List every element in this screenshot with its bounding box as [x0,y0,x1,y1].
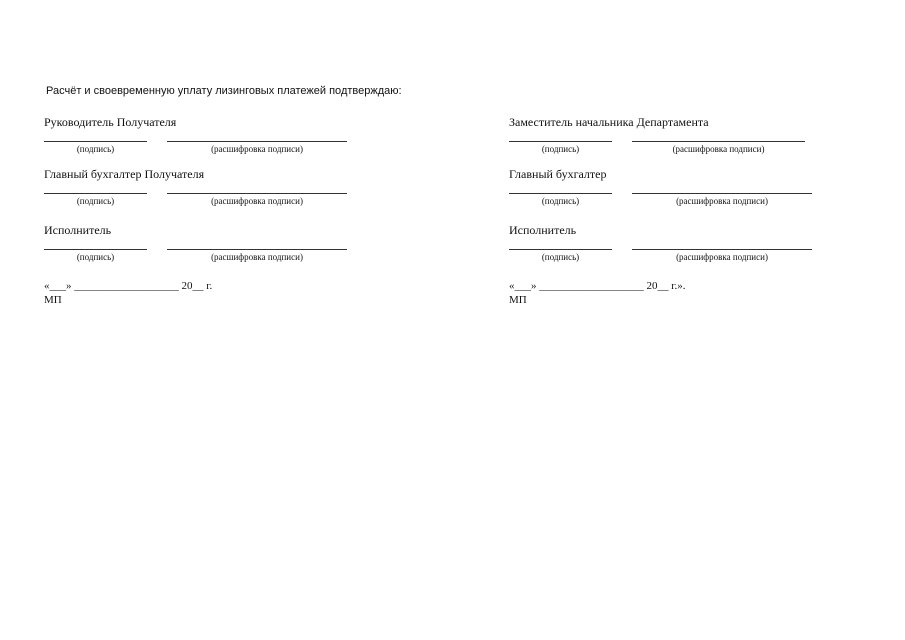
left-head-decoding-caption: (расшифровка подписи) [211,144,303,154]
left-head-signature-caption: (подпись) [76,144,115,154]
right-role-deputy: Заместитель начальника Департамента [509,115,709,129]
right-executor-signature-caption: (подпись) [541,252,580,262]
right-role-accountant: Главный бухгалтер [509,167,607,181]
left-stamp-place: МП [44,294,62,306]
left-head-signature-line [44,141,147,142]
right-accountant-signature-caption: (подпись) [541,196,580,206]
left-accountant-decoding-line [167,193,347,194]
left-executor-signature-caption: (подпись) [76,252,115,262]
left-executor-decoding-caption: (расшифровка подписи) [211,252,303,262]
right-executor-signature-line [509,249,612,250]
left-executor-decoding-line [167,249,347,250]
left-accountant-signature-caption: (подпись) [76,196,115,206]
right-date-line: «___» ___________________ 20__ г.». [509,280,686,292]
left-role-head: Руководитель Получателя [44,115,177,129]
right-deputy-signature-caption: (подпись) [541,144,580,154]
left-date-line: «___» ___________________ 20__ г. [44,280,213,292]
left-accountant-signature-line [44,193,147,194]
right-stamp-place: МП [509,294,527,306]
left-executor-signature-line [44,249,147,250]
right-accountant-decoding-line [632,193,812,194]
right-deputy-decoding-line [632,141,805,142]
right-executor-decoding-line [632,249,812,250]
confirmation-text: Расчёт и своевременную уплату лизинговых платежей подтверждаю: [46,85,402,97]
right-accountant-signature-line [509,193,612,194]
left-role-executor: Исполнитель [44,223,112,237]
right-deputy-decoding-caption: (расшифровка подписи) [672,144,765,154]
right-role-executor: Исполнитель [509,223,577,237]
left-accountant-decoding-caption: (расшифровка подписи) [211,196,303,206]
left-head-decoding-line [167,141,347,142]
right-executor-decoding-caption: (расшифровка подписи) [676,252,768,262]
right-deputy-signature-line [509,141,612,142]
right-accountant-decoding-caption: (расшифровка подписи) [676,196,768,206]
left-role-accountant: Главный бухгалтер Получателя [44,167,205,181]
